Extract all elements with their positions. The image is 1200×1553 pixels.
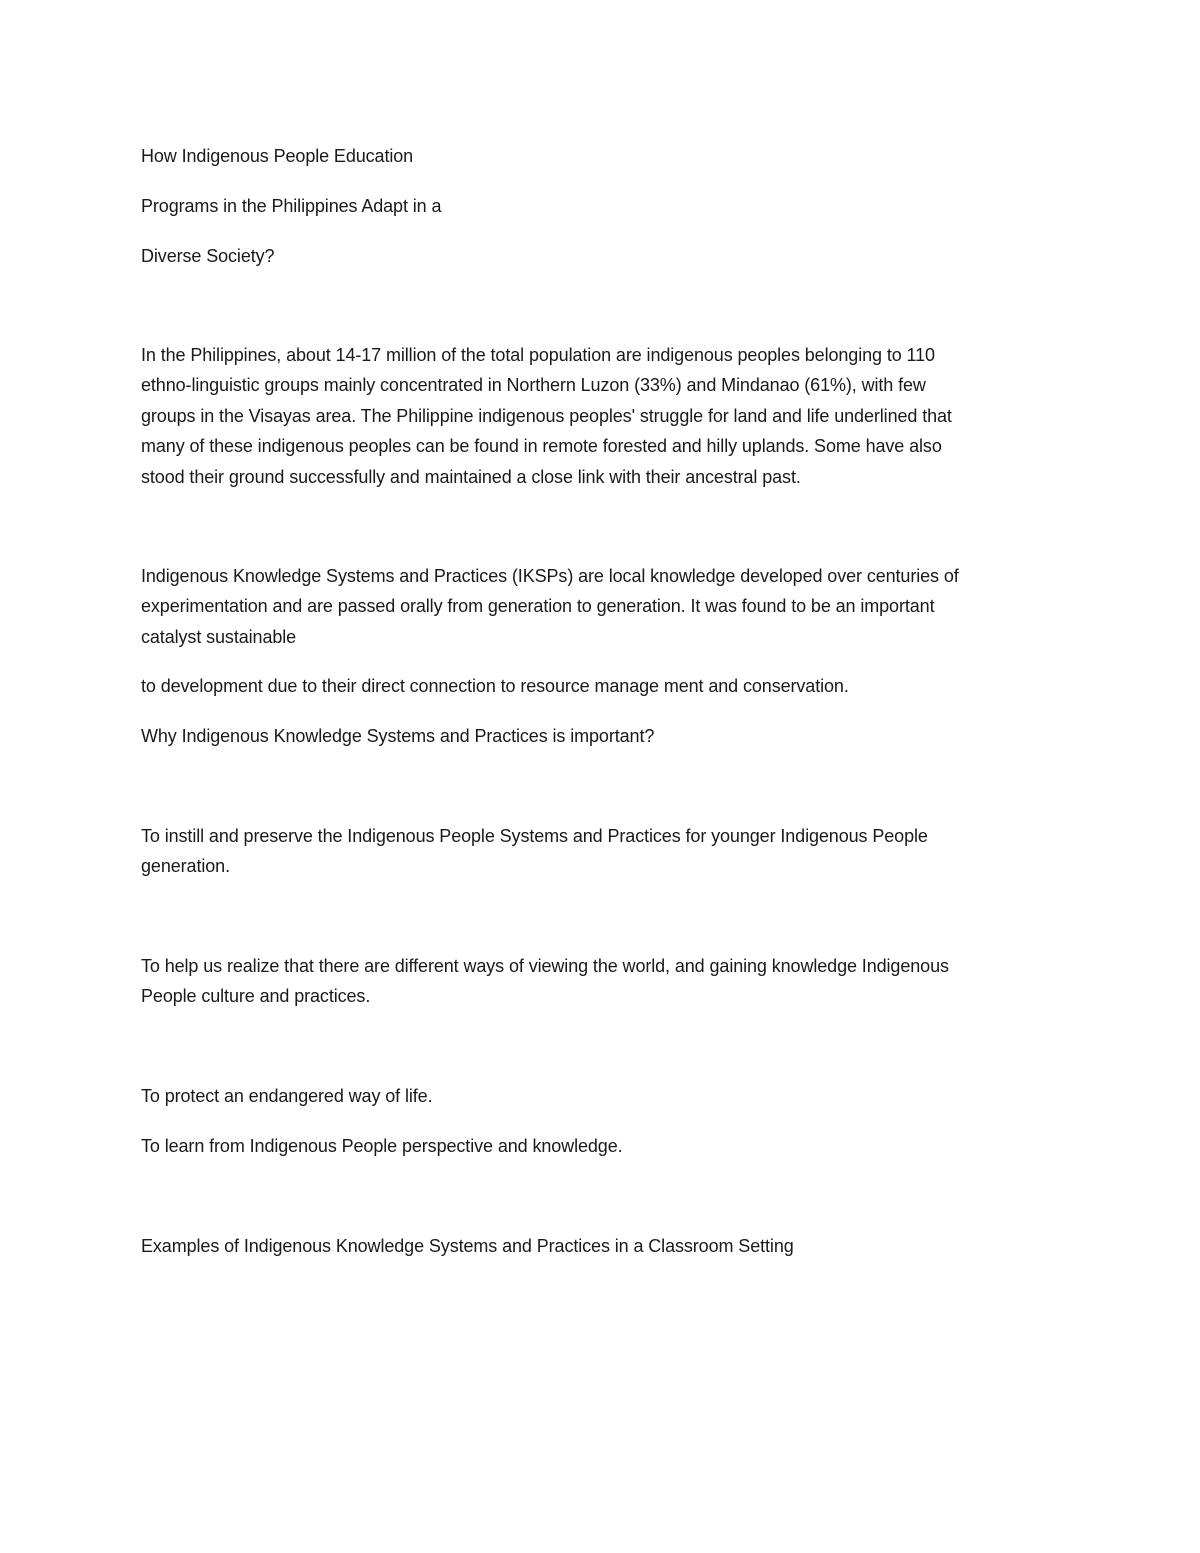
reason-3: To protect an endangered way of life.: [141, 1086, 433, 1106]
reason-4: To learn from Indigenous People perspective and knowledge.: [141, 1136, 623, 1156]
title-line-2: Programs in the Philippines Adapt in a: [141, 196, 442, 216]
intro-line-3: groups in the Visayas area. The Philippine indigenous peoples' struggle for land and life underlined that: [141, 405, 952, 426]
intro-paragraph: [141, 340, 1061, 492]
examples-heading: Examples of Indigenous Knowledge Systems and Practices in a Classroom Setting: [141, 1236, 794, 1256]
reason-2-line-2: People culture and practices.: [141, 986, 371, 1007]
why-heading: Why Indigenous Knowledge Systems and Practices is important?: [141, 726, 655, 746]
iksp-line-1: Indigenous Knowledge Systems and Practices (IKSPs) are local knowledge developed over centuries of: [141, 566, 959, 586]
intro-line-1: In the Philippines, about 14-17 million of the total population are indigenous peoples belonging to 110: [141, 345, 935, 365]
title-line-3: Diverse Society?: [141, 246, 275, 266]
intro-line-2: ethno-linguistic groups mainly concentrated in Northern Luzon (33%) and Mindanao (61%), with few: [141, 375, 926, 396]
intro-line-4: many of these indigenous peoples can be found in remote forested and hilly uplands. Some have also: [141, 436, 942, 457]
intro-line-5: stood their ground successfully and maintained a close link with their ancestral past.: [141, 466, 801, 487]
iksp-continuation: to development due to their direct connection to resource manage ment and conservation.: [141, 676, 849, 696]
reason-2: [141, 951, 1061, 1012]
reason-1: [141, 821, 1061, 882]
iksp-paragraph: [141, 561, 1061, 652]
iksp-line-2: experimentation and are passed orally from generation to generation. It was found to be an important: [141, 596, 935, 617]
title-line-1: How Indigenous People Education: [141, 146, 414, 166]
iksp-line-3: catalyst sustainable: [141, 626, 297, 647]
reason-2-line-1: To help us realize that there are different ways of viewing the world, and gaining knowledge Indigenous: [141, 956, 949, 976]
reason-1-line-1: To instill and preserve the Indigenous People Systems and Practices for younger Indigenous People: [141, 826, 928, 846]
reason-1-line-2: generation.: [141, 856, 230, 877]
